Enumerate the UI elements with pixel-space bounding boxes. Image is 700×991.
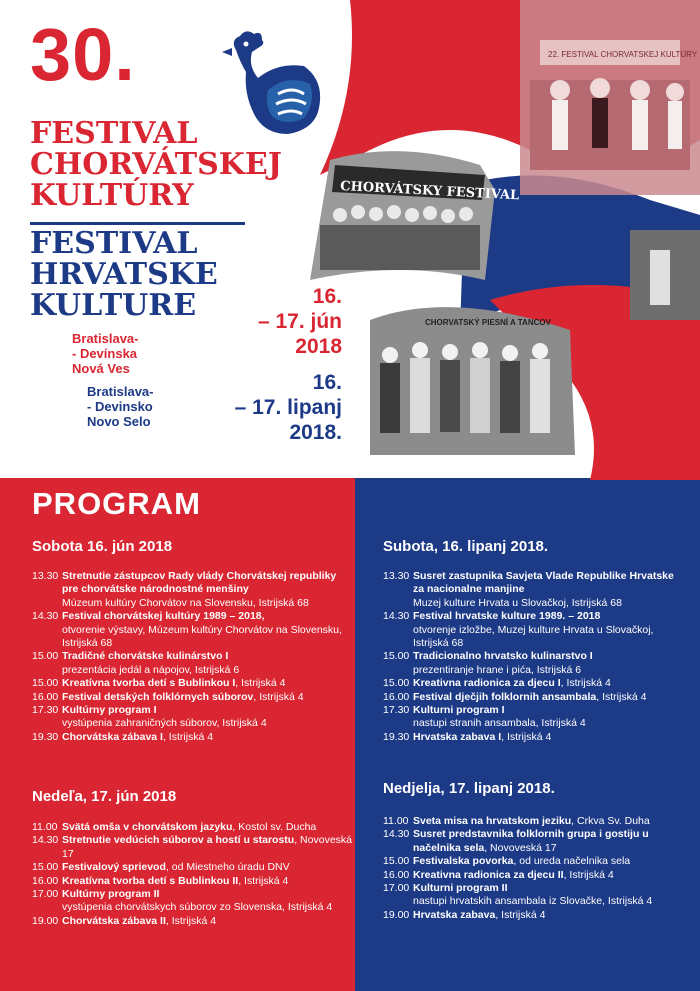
event-title: Stretnutie vedúcich súborov a hostí u starostu xyxy=(62,834,295,847)
event-time: 17.30 xyxy=(32,704,59,717)
event-details: , Novoveská 17 xyxy=(484,841,557,854)
event-title: Festivalový sprievod xyxy=(62,861,166,874)
event-row xyxy=(383,691,683,704)
event-row xyxy=(383,704,683,731)
event-time: 11.00 xyxy=(383,815,409,827)
date-line: 2018 xyxy=(295,335,342,358)
event-details: , Istrijská 4 xyxy=(253,690,304,703)
event-title: Svätá omša v chorvátskom jazyku xyxy=(62,821,233,833)
location-line: Nová Ves xyxy=(72,361,130,376)
event-title: Kreativna radionica za djecu II xyxy=(413,868,564,881)
event-title: Hrvatska zabava xyxy=(413,908,496,921)
event-list-sunday-hr xyxy=(383,815,683,922)
event-row xyxy=(383,610,683,650)
event-time: 19.00 xyxy=(383,908,410,921)
location-line: Bratislava- xyxy=(72,331,139,346)
festival-title-sk-line: CHORVÁTSKEJ xyxy=(30,147,282,182)
location-line: Novo Selo xyxy=(87,414,151,429)
event-title: Kultúrny program I xyxy=(62,704,157,717)
event-title: Kultúrny program II xyxy=(62,888,160,901)
photo-dancers-right xyxy=(630,230,700,320)
event-row xyxy=(383,855,683,868)
event-title: Festival dječjih folklornih ansambala xyxy=(413,690,597,703)
event-description xyxy=(62,650,352,677)
title-divider xyxy=(30,222,245,225)
event-row xyxy=(32,570,352,610)
event-description xyxy=(413,828,683,855)
event-time: 17.00 xyxy=(383,882,410,895)
event-row xyxy=(32,888,354,915)
event-details: , Istrijská 4 xyxy=(501,730,552,743)
festival-title-sk-line: FESTIVAL xyxy=(30,116,198,151)
event-description xyxy=(62,704,352,731)
event-title: Kulturni program II xyxy=(413,882,508,895)
event-title: Hrvatska zabava I xyxy=(413,730,502,743)
event-title: Sveta misa na hrvatskom jeziku xyxy=(413,815,572,827)
event-details: , Istrijská 4 xyxy=(596,690,647,703)
festival-title-sk-line: KULTÚRY xyxy=(30,178,194,213)
event-description xyxy=(413,677,683,690)
event-details: , Istrijská 4 xyxy=(495,908,546,921)
event-details: , Istrijská 4 xyxy=(563,868,614,881)
day-title-saturday-hr: Subota, 16. lipanj 2018. xyxy=(383,538,549,555)
event-time: 15.00 xyxy=(383,677,410,690)
event-description xyxy=(62,875,354,888)
event-row xyxy=(32,731,352,744)
event-description xyxy=(62,731,352,744)
event-time: 14.30 xyxy=(32,610,59,623)
event-title: Festival chorvátskej kultúry 1989 – 2018, xyxy=(62,610,265,623)
event-time: 16.00 xyxy=(32,690,59,703)
event-description xyxy=(62,821,354,834)
event-description xyxy=(413,815,683,828)
event-row xyxy=(32,915,354,928)
event-description xyxy=(62,610,352,650)
date-line: 16. xyxy=(312,285,342,308)
event-row xyxy=(32,677,352,690)
event-title: Tradičné chorvátske kulinárstvo I xyxy=(62,650,229,663)
location-line: Bratislava- xyxy=(87,384,154,399)
event-description xyxy=(62,834,354,861)
event-row xyxy=(383,869,683,882)
event-description xyxy=(62,570,352,610)
photo-banner-3: 22. FESTIVAL CHORVATSKEJ KULTÚRY xyxy=(548,50,698,59)
event-row xyxy=(32,691,352,704)
event-row xyxy=(383,570,683,610)
event-row xyxy=(32,610,352,650)
event-time: 15.00 xyxy=(32,677,59,690)
event-description xyxy=(413,882,683,909)
event-time: 14.30 xyxy=(383,610,410,623)
event-time: 13.30 xyxy=(383,570,410,582)
festival-title-hr-line: HRVATSKE xyxy=(30,257,218,292)
event-details: , Istrijská 4 xyxy=(238,874,289,887)
event-time: 17.30 xyxy=(383,704,410,717)
event-title: Susret predstavnika folklornih grupa i gostiju u načelnika sela xyxy=(413,828,649,854)
event-details: , od Miestneho úradu DNV xyxy=(165,861,290,874)
event-details: , od ureda načelnika sela xyxy=(513,855,631,868)
event-time: 16.00 xyxy=(32,874,59,887)
event-time: 15.00 xyxy=(32,650,59,663)
event-description xyxy=(62,691,352,704)
event-description xyxy=(413,855,683,868)
event-title: Kreativna radionica za djecu I xyxy=(413,677,561,690)
event-list-saturday-hr xyxy=(383,570,683,744)
festival-title-hr-line: KULTURE xyxy=(30,288,197,323)
event-title: Tradicionalno hrvatsko kulinarstvo I xyxy=(413,650,593,663)
event-row xyxy=(32,861,354,874)
event-title: Festival hrvatske kulture 1989. – 2018 xyxy=(413,610,601,623)
photo-stage-performance xyxy=(520,0,700,195)
event-title: Chorvátska zábava II xyxy=(62,914,166,927)
event-description xyxy=(413,691,683,704)
event-details: otvorenie výstavy, Múzeum kultúry Chorvátov na Slovensku, Istrijská 68 xyxy=(62,623,342,650)
festival-title-sk xyxy=(30,118,282,211)
event-row xyxy=(383,815,683,828)
event-title: Kulturni program I xyxy=(413,704,505,717)
event-list-sunday-sk xyxy=(32,821,354,928)
photo-banner-1: CHORVÁTSKY FESTIVAL xyxy=(339,179,520,204)
event-list-saturday-sk xyxy=(32,570,352,744)
event-time: 16.00 xyxy=(383,868,410,881)
event-row xyxy=(32,704,352,731)
event-description xyxy=(413,570,683,610)
photo-banner-2: CHORVATSKÝ PIESNÍ A TANCOV xyxy=(425,318,551,327)
event-details: nastupi stranih ansambala, Istrijská 4 xyxy=(413,717,586,730)
event-details: , Istrijská 4 xyxy=(560,677,611,690)
event-details: vystúpenia zahraničných súborov, Istrijská 4 xyxy=(62,717,267,730)
event-description xyxy=(62,861,354,874)
event-details: prezentácia jedál a nápojov, Istrijská 6 xyxy=(62,663,240,676)
event-row xyxy=(383,882,683,909)
festival-date-hr xyxy=(200,370,342,445)
event-time: 14.30 xyxy=(32,834,59,847)
event-time: 19.30 xyxy=(32,730,59,743)
event-time: 13.30 xyxy=(32,570,59,582)
event-description xyxy=(413,731,683,744)
event-details: , Kostol sv. Ducha xyxy=(232,821,317,833)
event-details: Muzej kulture Hrvata u Slovačkoj, Istrijská 68 xyxy=(413,596,622,609)
edition-number: 30. xyxy=(30,13,136,96)
event-row xyxy=(32,821,354,834)
event-details: vystúpenia chorvátskych súborov zo Slovenska, Istrijská 4 xyxy=(62,901,333,914)
event-title: Kreatívna tvorba detí s Bublinkou II xyxy=(62,874,239,887)
event-details: , Istrijská 4 xyxy=(235,677,286,690)
event-row xyxy=(383,828,683,855)
event-description xyxy=(62,915,354,928)
event-row xyxy=(383,909,683,922)
event-description xyxy=(413,909,683,922)
event-title: Kreatívna tvorba detí s Bublinkou I xyxy=(62,677,236,690)
event-title: Susret zastupnika Savjeta Vlade Republike Hrvatske za nacionalne manjine xyxy=(413,570,674,596)
event-row xyxy=(32,875,354,888)
event-row xyxy=(383,677,683,690)
event-time: 15.00 xyxy=(32,861,59,874)
event-row xyxy=(383,650,683,677)
festival-title-hr-line: FESTIVAL xyxy=(30,226,198,261)
location-line: - Devínska xyxy=(72,346,138,361)
festival-date-sk xyxy=(250,284,342,359)
event-details: , Novoveská 17 xyxy=(62,834,352,860)
event-row xyxy=(32,834,354,861)
festival-title-hr xyxy=(30,228,218,321)
event-details: , Istrijská 4 xyxy=(162,730,214,743)
event-description xyxy=(413,704,683,731)
event-title: Festival detských folklórnych súborov xyxy=(62,690,254,703)
event-time: 19.30 xyxy=(383,730,410,743)
program-heading: PROGRAM xyxy=(32,486,201,521)
event-details: otvorenje izložbe, Muzej kulture Hrvata u Slovačkoj, Istrijská 68 xyxy=(413,623,654,650)
event-details: prezentiranje hrane i pića, Istrijská 6 xyxy=(413,663,582,676)
location-hr xyxy=(87,384,182,429)
event-time: 15.00 xyxy=(383,855,410,868)
event-time: 15.00 xyxy=(383,650,410,663)
event-description xyxy=(62,888,354,915)
day-title-saturday-sk: Sobota 16. jún 2018 xyxy=(32,538,173,555)
date-line: 16. xyxy=(312,371,342,394)
day-title-sunday-hr: Nedjelja, 17. lipanj 2018. xyxy=(383,780,555,797)
event-details: , Istrijská 4 xyxy=(165,914,217,927)
event-time: 19.00 xyxy=(32,914,59,927)
event-title: Stretnutie zástupcov Rady vlády Chorvátskej republiky pre chorvátske národnostné menšiny xyxy=(62,570,337,596)
event-details: nastupi hrvatskih ansambala iz Slovačke, Istrijská 4 xyxy=(413,895,653,908)
date-line: – 17. jún xyxy=(257,310,342,333)
event-description xyxy=(62,677,352,690)
date-line: – 17. lipanj xyxy=(234,396,342,419)
day-title-sunday-sk: Nedeľa, 17. jún 2018 xyxy=(32,788,177,805)
event-time: 16.00 xyxy=(383,690,410,703)
event-time: 17.00 xyxy=(32,888,59,901)
event-time: 11.00 xyxy=(32,821,58,833)
location-sk xyxy=(72,331,167,376)
event-description xyxy=(413,869,683,882)
photo-choir xyxy=(370,307,575,455)
date-line: 2018. xyxy=(289,421,342,444)
event-title: Festivalska povorka xyxy=(413,855,514,868)
event-details: , Crkva Sv. Duha xyxy=(571,815,650,827)
event-title: Chorvátska zábava I xyxy=(62,730,163,743)
event-row xyxy=(32,650,352,677)
event-details: Múzeum kultúry Chorvátov na Slovensku, Istrijská 68 xyxy=(62,596,309,609)
event-row xyxy=(383,731,683,744)
event-description xyxy=(413,650,683,677)
location-line: - Devinsko xyxy=(87,399,153,414)
event-description xyxy=(413,610,683,650)
event-time: 14.30 xyxy=(383,828,410,841)
